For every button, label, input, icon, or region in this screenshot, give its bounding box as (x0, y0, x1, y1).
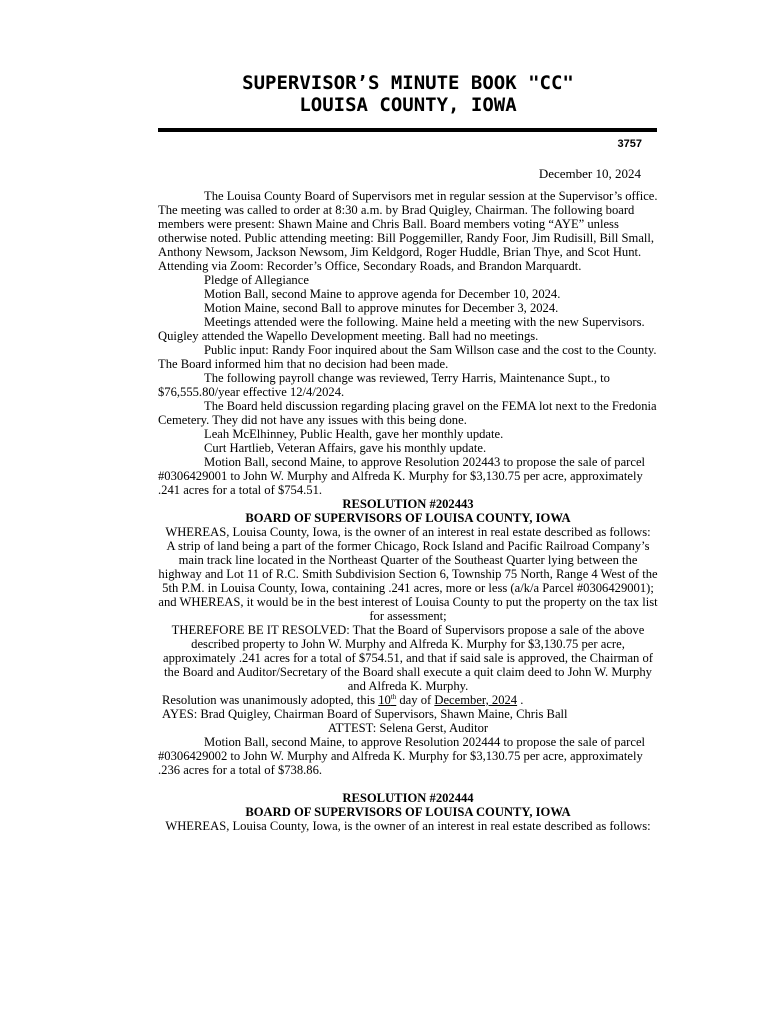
attest-line: ATTEST: Selena Gerst, Auditor (327, 721, 489, 735)
adoption-line: Resolution was unanimously adopted, this 10th day of December, 2024 . (162, 692, 524, 707)
resolution-heading-2: BOARD OF SUPERVISORS OF LOUISA COUNTY, IOWA (245, 805, 571, 819)
legal-description: A strip of land being a part of the former Chicago, Rock Island and Pacific Railroad Company’s main track line located in the Northeast Quarter of the Southeast Quarter lying between the highway and Lot 11 of R.C. Smith Subdivision Section 6, Township 75 North, Range 4 West of the 5th P.M. in Louisa County, Iowa, containing .241 acres, more or less (a/k/a Parcel #0306429001); (158, 539, 658, 595)
page-number: 3757 (617, 138, 642, 150)
gravel-discussion: The Board held discussion regarding placing gravel on the FEMA lot next to the Fredonia Cemetery. They did not have any issues with this being done. (158, 399, 657, 427)
resolution-therefore: THEREFORE BE IT RESOLVED: That the Board of Supervisors propose a sale of the above described property to John W. Murphy and Alfreda K. Murphy for $3,130.75 per acre, approximately .241 acres for a total of $754.51, and that if said sale is approved, the Chairman of the Board and Auditor/Secretary of the Board shall execute a quit claim deed to John W. Murphy and Alfreda K. Murphy. (163, 623, 653, 693)
pledge-line: Pledge of Allegiance (204, 273, 309, 287)
resolution-whereas-2: and WHEREAS, it would be in the best interest of Louisa County to put the property on the tax list for assessment; (158, 595, 658, 623)
book-title: SUPERVISOR’S MINUTE BOOK "CC" (242, 72, 574, 94)
spacer (158, 777, 658, 791)
resolution-number: RESOLUTION #202443 (342, 497, 474, 511)
minutes-body (158, 189, 658, 833)
resolution-202444-motion: Motion Ball, second Maine, to approve Resolution 202444 to propose the sale of parcel #0306429002 to John W. Murphy and Alfreda K. Murphy for $3,130.75 per acre, approximately .236 acres for a total of $738.86. (158, 735, 646, 777)
veteran-affairs-update: Curt Hartlieb, Veteran Affairs, gave his monthly update. (204, 441, 487, 455)
adoption-month: December, 2024 (434, 693, 518, 707)
resolution-number-2: RESOLUTION #202444 (342, 791, 474, 805)
resolution-202443-motion: Motion Ball, second Maine, to approve Resolution 202443 to propose the sale of parcel #0306429001 to John W. Murphy and Alfreda K. Murphy for $3,130.75 per acre, approximately .241 acres for a total of $754.51. (158, 455, 646, 497)
ayes-line: AYES: Brad Quigley, Chairman Board of Supervisors, Shawn Maine, Chris Ball (162, 707, 568, 721)
minutes-motion: Motion Maine, second Ball to approve minutes for December 3, 2024. (204, 301, 559, 315)
resolution-heading: BOARD OF SUPERVISORS OF LOUISA COUNTY, IOWA (245, 511, 571, 525)
agenda-motion: Motion Ball, second Maine to approve agenda for December 10, 2024. (204, 287, 561, 301)
opening-paragraph: The Louisa County Board of Supervisors met in regular session at the Supervisor’s office. The meeting was called to order at 8:30 a.m. by Brad Quigley, Chairman. The following board members were present: Shawn Maine and Chris Ball. Board members voting “AYE” unless otherwise noted. Public attending meeting: Bill Poggemiller, Randy Foor, Jim Rudisill, Bill Small, Anthony Newsom, Jackson Newsom, Jim Keldgord, Roger Huddle, Brian Thye, and Scot Hunt. Attending via Zoom: Recorder’s Office, Secondary Roads, and Brandon Marquardt. (158, 189, 658, 273)
resolution-whereas-3: WHEREAS, Louisa County, Iowa, is the owner of an interest in real estate described as follows: (165, 819, 651, 833)
resolution-whereas: WHEREAS, Louisa County, Iowa, is the owner of an interest in real estate described as follows: (165, 525, 651, 539)
public-health-update: Leah McElhinney, Public Health, gave her monthly update. (204, 427, 504, 441)
meetings-attended: Meetings attended were the following. Maine held a meeting with the new Supervisors. Quigley attended the Wapello Development meeting. Ball had no meetings. (158, 315, 645, 343)
county-title: LOUISA COUNTY, IOWA (299, 94, 517, 116)
adoption-day: 10th (378, 692, 397, 707)
public-input: Public input: Randy Foor inquired about the Sam Willson case and the cost to the County. The Board informed him that no decision had been made. (158, 343, 657, 371)
payroll-change: The following payroll change was reviewed, Terry Harris, Maintenance Supt., to $76,555.80/year effective 12/4/2024. (158, 371, 610, 399)
meeting-date: December 10, 2024 (538, 166, 641, 181)
header-rule (158, 128, 657, 132)
